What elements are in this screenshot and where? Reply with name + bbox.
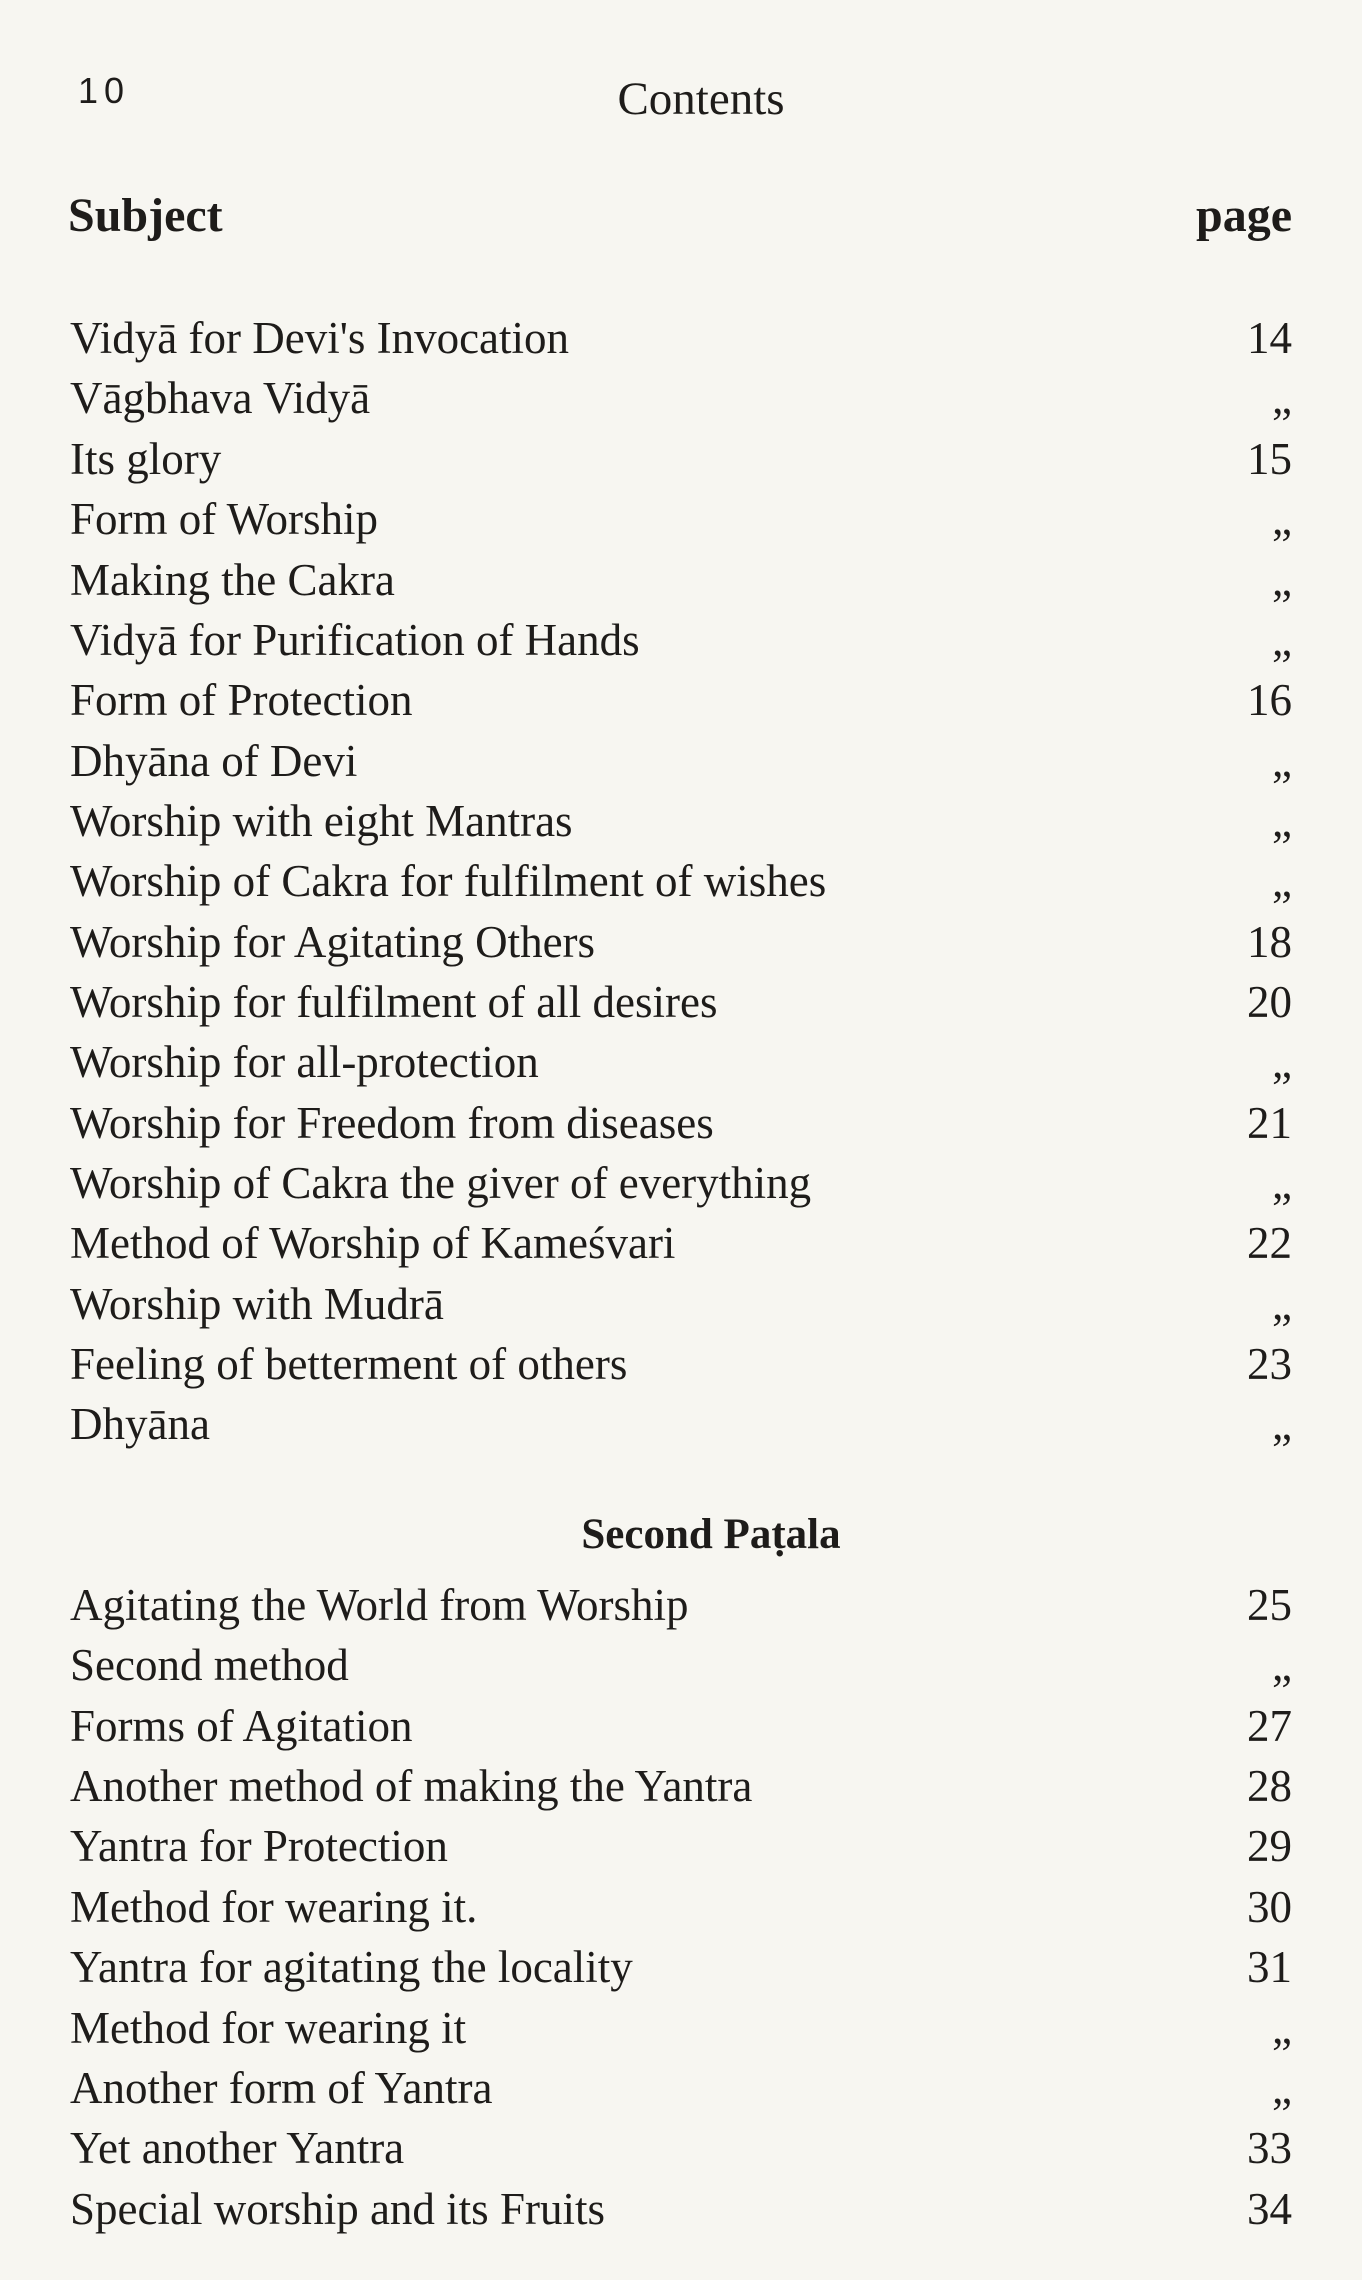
entry-subject: Vāgbhava Vidyā (70, 373, 371, 423)
entry-page: 31 (1247, 1942, 1292, 1992)
entry-subject: Yantra for agitating the locality (70, 1942, 633, 1992)
entry-page: 30 (1247, 1882, 1292, 1932)
list-item (70, 2118, 1292, 2178)
list-item (70, 1213, 1292, 1273)
entry-subject: Dhyāna (70, 1399, 210, 1449)
list-item (70, 731, 1292, 791)
entry-page: 23 (1247, 1339, 1292, 1389)
entry-page: „ (1272, 856, 1292, 906)
entry-subject: Worship with Mudrā (70, 1279, 444, 1329)
list-item (70, 2058, 1292, 2118)
section-title: Second Paṭala (581, 1511, 841, 1558)
list-item (70, 1756, 1292, 1816)
list-item (70, 1877, 1292, 1937)
entry-subject: Vidyā for Devi's Invocation (70, 313, 570, 363)
entry-page: 22 (1247, 1218, 1292, 1268)
entry-page: „ (1272, 1037, 1292, 1087)
entry-subject: Yet another Yantra (70, 2123, 405, 2173)
list-item (70, 308, 1292, 368)
list-item (70, 1032, 1292, 1092)
list-item (70, 1575, 1292, 1635)
running-title: Contents (617, 73, 785, 125)
entry-subject: Worship for all-protection (70, 1037, 539, 1087)
list-item (70, 1696, 1292, 1756)
entry-subject: Feeling of betterment of others (70, 1339, 628, 1389)
entry-page: 18 (1247, 917, 1292, 967)
entry-subject: Worship for Agitating Others (70, 917, 596, 967)
entry-page: „ (1272, 736, 1292, 786)
list-item (70, 610, 1292, 670)
entry-subject: Special worship and its Fruits (70, 2184, 605, 2234)
entry-subject: Dhyāna of Devi (70, 736, 358, 786)
list-item (70, 1816, 1292, 1876)
entry-subject: Vidyā for Purification of Hands (70, 615, 640, 665)
entry-subject: Forms of Agitation (70, 1701, 413, 1751)
list-item (70, 1334, 1292, 1394)
list-item (70, 670, 1292, 730)
entry-page: „ (1272, 2063, 1292, 2113)
list-item (70, 851, 1292, 911)
entry-subject: Another method of making the Yantra (70, 1761, 753, 1811)
entry-page: „ (1272, 1399, 1292, 1449)
entry-page: „ (1272, 555, 1292, 605)
entry-page: „ (1272, 1640, 1292, 1690)
entry-subject: Yantra for Protection (70, 1821, 448, 1871)
entry-subject: Method for wearing it. (70, 1882, 478, 1932)
entry-page: 27 (1247, 1701, 1292, 1751)
list-item (70, 429, 1292, 489)
list-item (70, 1394, 1292, 1454)
entry-page: 25 (1247, 1580, 1292, 1630)
list-item (70, 1153, 1292, 1213)
entry-page: 15 (1247, 434, 1292, 484)
entry-page: „ (1272, 796, 1292, 846)
entry-page: 16 (1247, 675, 1292, 725)
column-header-page: page (1196, 189, 1292, 242)
entry-page: 34 (1247, 2184, 1292, 2234)
entry-subject: Form of Protection (70, 675, 413, 725)
list-item (70, 550, 1292, 610)
entry-page: 20 (1247, 977, 1292, 1027)
entry-subject: Form of Worship (70, 494, 379, 544)
entry-subject: Worship for fulfilment of all desires (70, 977, 718, 1027)
list-item (70, 912, 1292, 972)
entry-subject: Its glory (70, 434, 222, 484)
list-item (70, 489, 1292, 549)
list-item (70, 1635, 1292, 1695)
list-item (70, 1937, 1292, 1997)
list-item (70, 368, 1292, 428)
list-item (70, 1274, 1292, 1334)
column-header-subject: Subject (68, 189, 223, 242)
entry-page: „ (1272, 1279, 1292, 1329)
entry-subject: Method of Worship of Kameśvari (70, 1218, 676, 1268)
entry-page: 14 (1247, 313, 1292, 363)
entry-subject: Making the Cakra (70, 555, 395, 605)
entry-subject: Another form of Yantra (70, 2063, 493, 2113)
entry-page: „ (1272, 615, 1292, 665)
entry-subject: Worship with eight Mantras (70, 796, 573, 846)
entry-subject: Method for wearing it (70, 2003, 467, 2053)
page-number: 10 (78, 70, 131, 111)
entry-page: „ (1272, 373, 1292, 423)
entry-page: 21 (1247, 1098, 1292, 1148)
list-item (70, 791, 1292, 851)
entry-page: 33 (1247, 2123, 1292, 2173)
list-item (70, 972, 1292, 1032)
entry-subject: Agitating the World from Worship (70, 1580, 689, 1630)
list-item (70, 1093, 1292, 1153)
entry-page: 29 (1247, 1821, 1292, 1871)
entry-page: „ (1272, 1158, 1292, 1208)
entry-subject: Worship for Freedom from diseases (70, 1098, 714, 1148)
entry-subject: Worship of Cakra the giver of everything (70, 1158, 812, 1208)
list-item (70, 2179, 1292, 2239)
entry-page: „ (1272, 2003, 1292, 2053)
entry-page: „ (1272, 494, 1292, 544)
list-item (70, 1998, 1292, 2058)
entry-page: 28 (1247, 1761, 1292, 1811)
entry-subject: Second method (70, 1640, 349, 1690)
entry-subject: Worship of Cakra for fulfilment of wishes (70, 856, 827, 906)
